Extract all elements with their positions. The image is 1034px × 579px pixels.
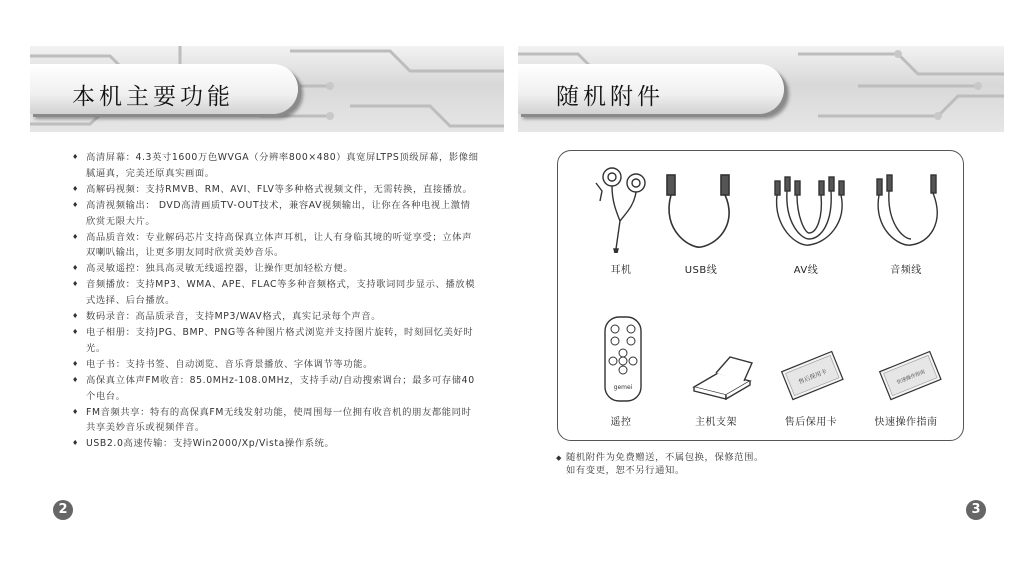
list-item: ♦ 高品质音效：专业解码芯片支持高保真立体声耳机，让人有身临其境的听觉享受；立体声双喇叭输出，让更多朋友同时欣赏美妙音乐。: [70, 230, 480, 262]
accessories-box: [557, 150, 964, 441]
earphones-icon: [576, 161, 666, 253]
accessories-note: ◆ 随机附件为免费赠送，不属包换，保修范围。 如有变更，恕不另行通知。: [556, 452, 764, 476]
page-number-right: 3: [966, 500, 986, 520]
av-cable-icon: [764, 167, 854, 251]
accessory-label-av: AV线: [793, 265, 819, 276]
remote-brand: gemei: [613, 384, 633, 391]
feature-list: [70, 150, 480, 452]
list-item: ♦ 电子书：支持书签、自动浏览、音乐背景播放、字体调节等功能。: [70, 357, 480, 373]
note-line: 随机附件为免费赠送，不属包换，保修范围。: [566, 452, 764, 463]
audio-cable-icon: [864, 167, 954, 251]
note-line: 如有变更，恕不另行通知。: [566, 464, 685, 476]
left-page-title: 本机主要功能: [72, 84, 234, 110]
accessory-label-stand: 主机支架: [695, 417, 737, 428]
list-item: ♦ 高灵敏遥控：独具高灵敏无线遥控器，让操作更加轻松方便。: [70, 261, 480, 277]
accessory-label-remote: 遥控: [610, 417, 632, 428]
accessory-label-warranty: 售后保用卡: [784, 417, 838, 428]
stand-icon: [676, 351, 766, 401]
list-item: ♦ 电子相册：支持JPG、BMP、PNG等各种图片格式浏览并支持图片旋转，时刻回忆美好时光。: [70, 325, 480, 357]
remote-control-icon: [576, 313, 666, 405]
accessory-label-earphones: 耳机: [610, 265, 632, 276]
warranty-card-text: 售后保用卡: [797, 368, 829, 386]
warranty-card-icon: [766, 347, 856, 403]
accessory-label-usb: USB线: [684, 265, 718, 276]
list-item: ♦ 高清屏幕：4.3英寸1600万色WVGA（分辨率800×480）真宽屏LTPS顶级屏幕，影像细腻逼真，完美还原真实画面。: [70, 150, 480, 182]
right-page-title: 随机附件: [556, 84, 664, 110]
list-item: ♦ 音频播放：支持MP3、WMA、APE、FLAC等多种音频格式，支持歌词同步显示、播放模式选择、后台播放。: [70, 277, 480, 309]
quick-guide-icon: [864, 347, 954, 403]
usb-cable-icon: [656, 171, 746, 251]
list-item: ♦ 数码录音：高品质录音，支持MP3/WAV格式，真实记录每个声音。: [70, 309, 480, 325]
list-item: ♦ USB2.0高速传输：支持Win2000/Xp/Vista操作系统。: [70, 436, 480, 452]
guide-card-text: 快速操作指南: [896, 369, 927, 386]
list-item: ♦ 高解码视频：支持RMVB、RM、AVI、FLV等多种格式视频文件，无需转换，直接播放。: [70, 182, 480, 198]
list-item: ♦ 高保真立体声FM收音：85.0MHz-108.0MHz，支持手动/自动搜索调台；最多可存储40个电台。: [70, 373, 480, 405]
accessory-label-audio: 音频线: [890, 265, 922, 276]
page-number-left: 2: [53, 500, 73, 520]
list-item: ♦ 高清视频输出： DVD高清画质TV-OUT技术，兼容AV视频输出，让你在各种电视上激情欣赏无限大片。: [70, 198, 480, 230]
list-item: ♦ FM音频共享：特有的高保真FM无线发射功能，使周围每一位拥有收音机的朋友都能同时共享美妙音乐或视频伴音。: [70, 405, 480, 437]
accessory-label-guide: 快速操作指南: [874, 417, 938, 428]
